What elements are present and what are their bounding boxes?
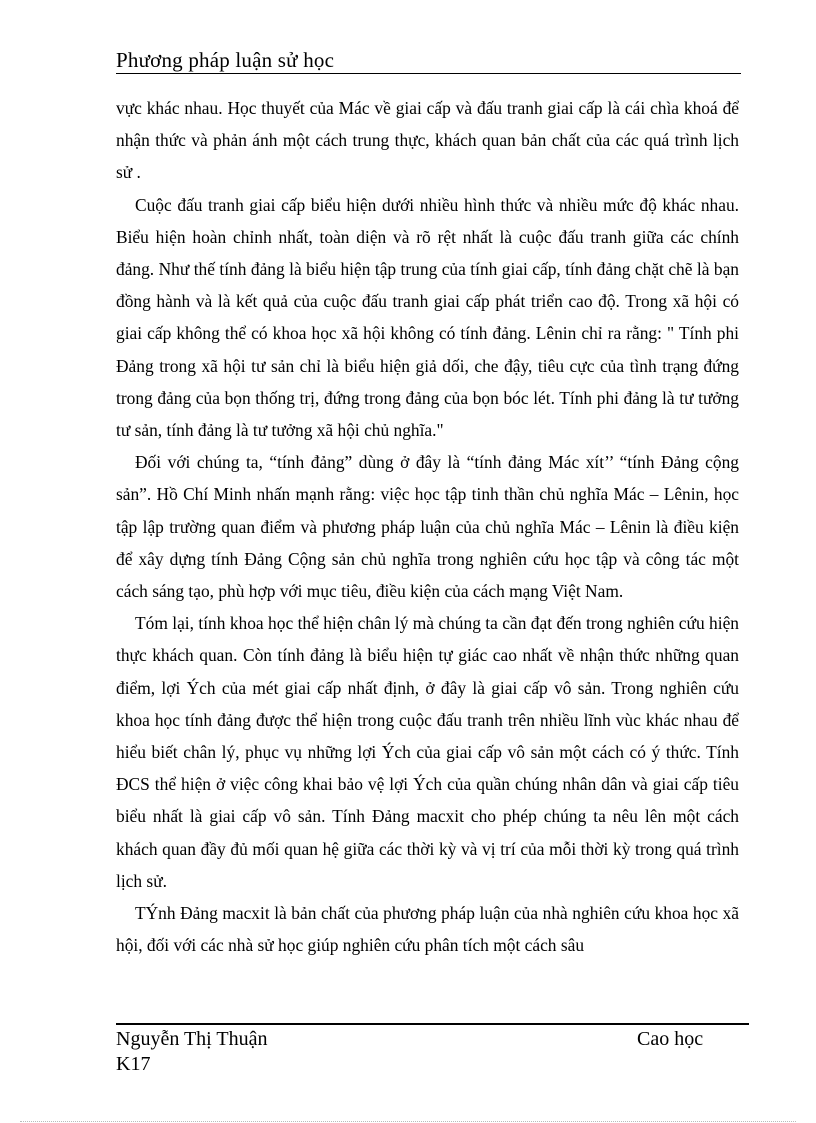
page-header bbox=[116, 48, 741, 72]
header-title: Phương pháp luận sử học bbox=[116, 48, 335, 72]
header-divider bbox=[116, 73, 741, 74]
paragraph-continuation: vực khác nhau. Học thuyết của Mác về giai cấp và đấu tranh giai cấp là cái chìa khoá để nhận thức và phản ánh một cách trung thực, khách quan bản chất của các quá trình lịch sử . bbox=[116, 98, 739, 183]
document-body bbox=[116, 92, 739, 961]
paragraph-methodology: TÝnh Đảng macxit là bản chất của phương pháp luận của nhà nghiên cứu khoa học xã hội, đối với các nhà sử học giúp nghiên cứu phân tích một cách sâu bbox=[116, 903, 739, 956]
footer-class: K17 bbox=[116, 1053, 151, 1075]
footer-divider bbox=[116, 1023, 749, 1025]
paragraph-class-struggle: Cuộc đấu tranh giai cấp biểu hiện dưới nhiều hình thức và nhiều mức độ khác nhau. Biểu hiện hoàn chỉnh nhất, toàn diện và rõ rệt nhất là cuộc đấu tranh giữa các chính đảng. Như thế tính đảng là biểu hiện tập trung của tính giai cấp, tính đảng chặt chẽ là bạn đồng hành và là kết quả của cuộc đấu tranh giai cấp phát triển cao độ. Trong xã hội có giai cấp không thể có khoa học xã hội không có tính đảng. Lênin chỉ ra rằng: " Tính phi Đảng trong xã hội tư sản chỉ là biểu hiện giả dối, che đậy, tiêu cực của tình trạng đứng trong đảng của bọn thống trị, đứng trong đảng của bọn bóc lét. Tính phi đảng là tư tưởng tư sản, tính đảng là tư tưởng xã hội chủ nghĩa." bbox=[116, 194, 739, 441]
footer-course: Cao học bbox=[637, 1028, 704, 1050]
footer-author: Nguyễn Thị Thuận bbox=[116, 1028, 268, 1050]
page-bottom-edge bbox=[20, 1121, 796, 1122]
paragraph-party-spirit: Đối với chúng ta, “tính đảng” dùng ở đây là “tính đảng Mác xít’’ “tính Đảng cộng sản”. Hồ Chí Minh nhấn mạnh rằng: việc học tập tinh thần chủ nghĩa Mác – Lênin, học tập lập trường quan điểm và phương pháp luận của chủ nghĩa Mác – Lênin là điều kiện để xây dựng tính Đảng Cộng sản chủ nghĩa trong nghiên cứu học tập và công tác một cách sáng tạo, phù hợp với mục tiêu, điều kiện của cách mạng Việt Nam. bbox=[116, 452, 739, 602]
paragraph-summary: Tóm lại, tính khoa học thể hiện chân lý mà chúng ta cần đạt đến trong nghiên cứu hiện thực khách quan. Còn tính đảng là biểu hiện tự giác cao nhất về nhận thức những quan điểm, lợi Ých của mét giai cấp nhất định, ở đây là giai cấp vô sản. Trong nghiên cứu khoa học tính đảng được thể hiện trong cuộc đấu tranh trên nhiều lĩnh vùc khác nhau để hiểu biết chân lý, phục vụ những lợi Ých của giai cấp vô sản một cách có ý thức. Tính ĐCS thể hiện ở việc công khai bảo vệ lợi Ých của quần chúng nhân dân và giai cấp tiêu biểu nhất là giai cấp vô sản. Tính Đảng macxit cho phép chúng ta nêu lên một cách khách quan đầy đủ mối quan hệ giữa các thời kỳ và vị trí của mỗi thời kỳ trong quá trình lịch sử. bbox=[116, 613, 739, 891]
